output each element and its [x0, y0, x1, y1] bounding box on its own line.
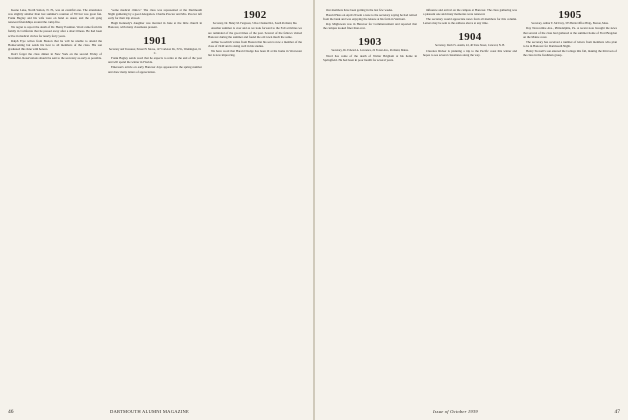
secretary-line: Secretary, Dr. Henry M. Ferguson, 3 Dos Channel Rd., South Portland, Me.: [212, 22, 298, 25]
paragraph: The secretary has received a number of letters from members who plan to be in Hanover for Dartmouth Night.: [523, 39, 617, 48]
paragraph: Keene Lake, North Sutton, N. H., was an eventful one. The attendance was slightly smaller than last summer's reunion of '00 but was great fun. Frank Bagley and his wife were on hand as usual, and the old gang renewed friendships around the camp fire.: [8, 8, 102, 25]
paragraph: Don't forget the class dinner in New York on the second Friday of November. Reservations should be sent to the secretary as early as possible.: [8, 51, 102, 61]
paragraph: Clarence Ricker is planning a trip to the Pacific coast this winter and hopes to see several classmates along the way.: [423, 48, 517, 57]
secretary-line: Secretary, Arthur E. McClary, 333 Battle Office Bldg., Boston, Mass.: [531, 22, 609, 25]
paragraph: We have word that Harold Dodge has been ill at his home in Worcester but is now improving.: [208, 48, 302, 57]
right-column-1: [323, 8, 417, 400]
right-column-2: [423, 8, 517, 400]
secretary-line: Secretary, Dr. Edward A. Lawrence, 22 Forest Ave., Portland, Maine.: [331, 49, 409, 53]
class-year-heading: 1905: [558, 9, 582, 21]
left-column-2: [108, 8, 202, 400]
paragraph: Another summer is over and as we look forward to the Fall activities we are reminded of the good times of the past. Several of the fellows visited Hanover during the summer and found the old town much the same.: [208, 26, 302, 39]
page-number: 46: [8, 409, 14, 415]
footer-issue: Issue of October 1939: [433, 409, 478, 414]
left-page: [0, 0, 313, 420]
paragraph: Word has come of the death of Walter Brigham at his home in Springfield. He had been in poor health for several years.: [323, 53, 417, 62]
secretary-line: Secretary and Treasurer, Ernest H. Morse, 127 Carleton Dr., N.W., Washington, D. C.: [108, 48, 202, 55]
paragraph: Harold Hess on April 20 sent a note to the secretary saying he had retired from the bank and was enjoying the leisure at his farm in Vermont.: [323, 13, 417, 22]
class-year-heading: 1903: [358, 36, 382, 49]
paragraph: Ray Mighowan was in Hanover for Commencement and reported that the campus looked finer than ever.: [323, 22, 417, 31]
class-year-heading: 1904: [458, 31, 482, 44]
left-column-1: [8, 8, 102, 400]
paragraph: influence and arrival on the campus at Hanover. The class gathering was a pleasant one and many memories were renewed.: [423, 8, 517, 17]
left-column-3: [208, 8, 302, 400]
paragraph: Day Newcombe Ave., Philadelphia, Pa. A recent note brought the news that several of the class had gathered at the summer home of Fred Bragdon on the Maine coast.: [523, 26, 617, 39]
right-page: [315, 0, 628, 420]
paragraph: Frank Bagley sends word that he expects to retire at the end of the year and will spend the winter in Florida.: [108, 56, 202, 65]
paragraph: Ralph Frye writes from Boston that he will be unable to attend the Homecoming but sends his best to all members of the class. His son graduated this June with honors.: [8, 38, 102, 51]
paragraph: The secretary would appreciate news from all members for this column. Letters may be sent to the address above at any time.: [423, 17, 517, 26]
page-number: 47: [614, 409, 620, 415]
class-year-heading: 1901: [143, 35, 167, 48]
paragraph: Emerson's article on early Hanover days appeared in the spring number and drew many letters of appreciation.: [108, 65, 202, 74]
paragraph: "some medical clinics." The class was represented at the Dartmouth Night gathering by a good delegation. Charlie Proctor and Mrs. Proctor left early for their trip abroad.: [108, 8, 202, 21]
paragraph: Hugh Kennedy's daughter was married in June at the little church in Hanover, with many classmates present.: [108, 21, 202, 30]
footer-title: DARTMOUTH ALUMNI MAGAZINE: [110, 409, 189, 414]
secretary-line: Secretary, David S. Austin, 2d, 40 State Street, Concord, N. H.: [434, 44, 506, 48]
paragraph: We regret to report the death of Dr. Henry Eastman. Word came from his family in California that he passed away after a short illness. He had been active in medical circles for nearly forty years.: [8, 25, 102, 38]
paragraph: Our members have been getting in the last few weeks.: [326, 8, 394, 12]
right-column-3: [523, 8, 617, 400]
paragraph: Arthur Goodrich writes from Boston that his son is now a member of the class of 1940 and is doing well in his studies.: [208, 39, 302, 48]
class-year-heading: 1902: [243, 9, 267, 21]
paragraph: Henry Stowell's son entered the College this fall, making the third son of the class in the freshman group.: [523, 48, 617, 57]
